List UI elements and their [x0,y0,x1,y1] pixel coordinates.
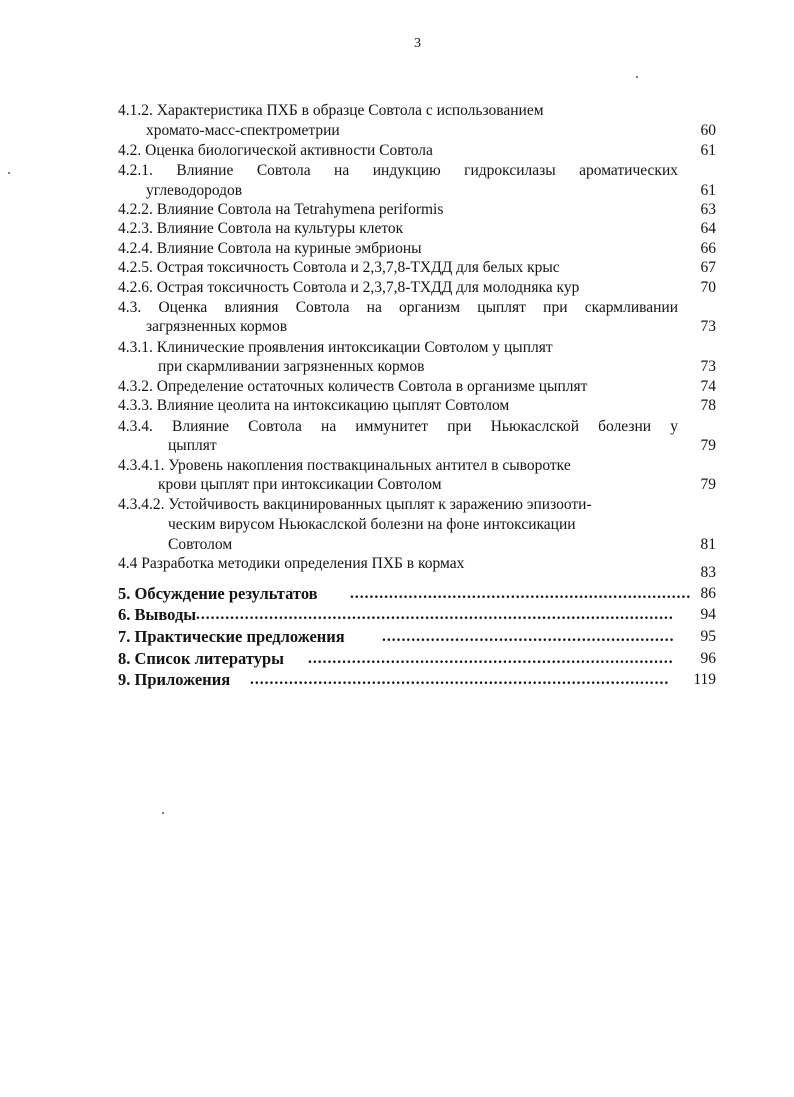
chapter-5-title: 5. Обсуждение результатов [118,584,318,603]
toc-page: 60 [700,122,716,139]
toc-page: 73 [700,318,716,335]
toc-entry-4-4: 4.4 Разработка методики определения ПХБ в кормах [118,555,465,572]
chapter-9-title: 9. Приложения [118,670,231,689]
dot-leader: ...................................................................................... [250,671,670,688]
toc-entry-4-3: 4.3. Оценка влияния Совтола на организм цыплят при скармливании [118,299,678,316]
toc-page: 61 [700,182,716,199]
toc-entry-4-3-4-cont: цыплят [168,437,217,454]
toc-entry-4-2-1: 4.2.1. Влияние Совтола на индукцию гидроксилазы ароматических [118,162,678,179]
toc-entry-4-2-5: 4.2.5. Острая токсичность Совтола и 2,3,7,8-ТХДД для белых крыс [118,259,560,276]
dot-leader: ............................................................ [382,628,675,645]
toc-page: 63 [700,201,716,218]
toc-page: 96 [700,650,716,667]
toc-entry-4-3-4-1: 4.3.4.1. Уровень накопления поствакцинальных антител в сыворотке [118,457,571,474]
toc-entry-4-3-3: 4.3.3. Влияние цеолита на интоксикацию цыплят Совтолом [118,397,510,414]
toc-page: 61 [700,142,716,159]
toc-page: 81 [700,536,716,553]
toc-entry-4-2-1-cont: углеводородов [146,182,243,199]
dot-leader: ...................................................................... [350,585,692,602]
toc-entry-4-2-3: 4.2.3. Влияние Совтола на культуры клеток [118,220,404,237]
chapter-8-title: 8. Список литературы [118,649,285,668]
toc-page: 73 [700,358,716,375]
page-number: 3 [414,36,421,51]
dot-leader: .................................................................................................. [196,606,674,623]
scan-speck [162,812,164,814]
toc-page: 94 [700,606,716,623]
toc-page: 119 [693,671,716,688]
toc-page: 95 [700,628,716,645]
toc-page: 64 [700,220,716,237]
scan-speck [8,172,10,174]
toc-entry-4-3-4-2-cont2: Совтолом [168,536,233,553]
toc-page: 86 [700,585,716,602]
toc-entry-4-1-2: 4.1.2. Характеристика ПХБ в образце Совтола с использованием [118,102,544,119]
toc-entry-4-2-6: 4.2.6. Острая токсичность Совтола и 2,3,7,8-ТХДД для молодняка кур [118,279,580,296]
toc-entry-4-3-4-2-cont: ческим вирусом Ньюкаслской болезни на фоне интоксикации [168,516,576,533]
toc-entry-4-3-4-2: 4.3.4.2. Устойчивость вакцинированных цыплят к заражению эпизооти- [118,496,592,513]
toc-entry-4-3-1: 4.3.1. Клинические проявления интоксикации Совтолом у цыплят [118,339,553,356]
toc-page: 70 [700,279,716,296]
scan-speck [636,76,638,78]
toc-entry-4-3-1-cont: при скармливании загрязненных кормов [158,358,425,375]
toc-entry-4-2-4: 4.2.4. Влияние Совтола на куриные эмбрионы [118,240,422,257]
toc-entry-4-2-2: 4.2.2. Влияние Совтола на Tetrahymena periformis [118,201,444,218]
toc-entry-4-3-4: 4.3.4. Влияние Совтола на иммунитет при Ньюкаслской болезни у [118,418,678,435]
toc-entry-4-2: 4.2. Оценка биологической активности Совтола [118,142,433,159]
toc-page: 67 [700,259,716,276]
toc-page: 78 [700,397,716,414]
toc-entry-4-3-2: 4.3.2. Определение остаточных количеств Совтола в организме цыплят [118,378,588,395]
toc-entry-4-3-cont: загрязненных кормов [146,318,288,335]
toc-page: 79 [700,437,716,454]
toc-entry-4-3-4-1-cont: крови цыплят при интоксикации Совтолом [158,476,442,493]
chapter-6-title: 6. Выводы [118,605,197,624]
toc-page: 83 [700,564,716,581]
toc-page: 74 [700,378,716,395]
toc-page: 79 [700,476,716,493]
toc-page: 66 [700,240,716,257]
dot-leader: ........................................................................... [308,650,674,667]
toc-entry-4-1-2-cont: хромато-масс-спектрометрии [146,122,340,139]
chapter-7-title: 7. Практические предложения [118,627,345,646]
